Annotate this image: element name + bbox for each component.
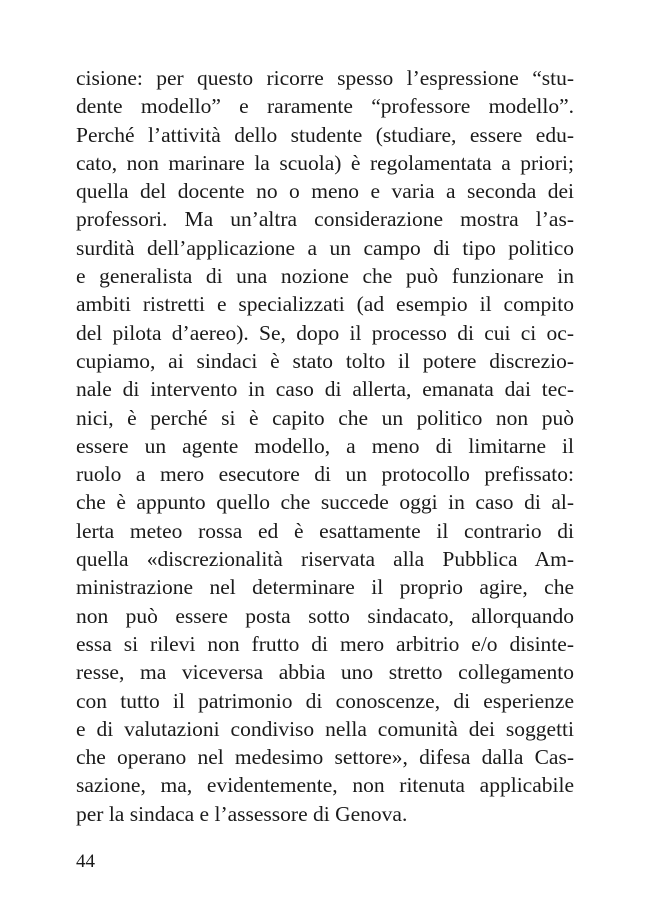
text-line: e di valutazioni condiviso nella comunità dei soggetti <box>76 716 574 741</box>
text-line: non può essere posta sotto sindacato, allorquando <box>76 603 574 628</box>
text-line: cato, non marinare la scuola) è regolamentata a priori; <box>76 150 574 175</box>
text-line: lerta meteo rossa ed è esattamente il contrario di <box>76 518 574 543</box>
text-line: con tutto il patrimonio di conoscenze, di esperienze <box>76 688 574 713</box>
text-line: ambiti ristretti e specializzati (ad esempio il compito <box>76 292 574 317</box>
page-number: 44 <box>76 851 95 872</box>
text-line: che operano nel medesimo settore», difesa dalla Cas- <box>76 745 574 770</box>
text-line: Perché l’attività dello studente (studiare, essere edu- <box>76 122 574 147</box>
body-text <box>76 64 574 828</box>
text-line: che è appunto quello che succede oggi in caso di al- <box>76 490 574 515</box>
text-line: essere un agente modello, a meno di limitarne il <box>76 433 574 458</box>
text-line: del pilota d’aereo). Se, dopo il processo di cui ci oc- <box>76 320 574 345</box>
text-line: resse, ma viceversa abbia uno stretto collegamento <box>76 660 574 685</box>
text-line: quella «discrezionalità riservata alla Pubblica Am- <box>76 547 574 572</box>
text-line: cisione: per questo ricorre spesso l’espressione “stu- <box>76 66 574 90</box>
text-line: quella del docente no o meno e varia a seconda dei <box>76 179 574 204</box>
text-line: nale di intervento in caso di allerta, emanata dai tec- <box>76 377 574 402</box>
text-line: nici, è perché si è capito che un politico non può <box>76 405 574 430</box>
text-line: essa si rilevi non frutto di mero arbitrio e/o disinte- <box>76 631 574 656</box>
text-line-last: per la sindaca e l’assessore di Genova. <box>76 801 408 826</box>
text-line: dente modello” e raramente “professore modello”. <box>76 94 574 119</box>
text-line: surdità dell’applicazione a un campo di tipo politico <box>76 235 574 260</box>
text-line: ministrazione nel determinare il proprio agire, che <box>76 575 574 600</box>
text-line: professori. Ma un’altra considerazione mostra l’as- <box>76 207 574 232</box>
text-line: sazione, ma, evidentemente, non ritenuta applicabile <box>76 773 574 798</box>
text-line: ruolo a mero esecutore di un protocollo prefissato: <box>76 462 574 487</box>
text-line: e generalista di una nozione che può funzionare in <box>76 264 574 289</box>
text-line: cupiamo, ai sindaci è stato tolto il potere discrezio- <box>76 348 574 373</box>
